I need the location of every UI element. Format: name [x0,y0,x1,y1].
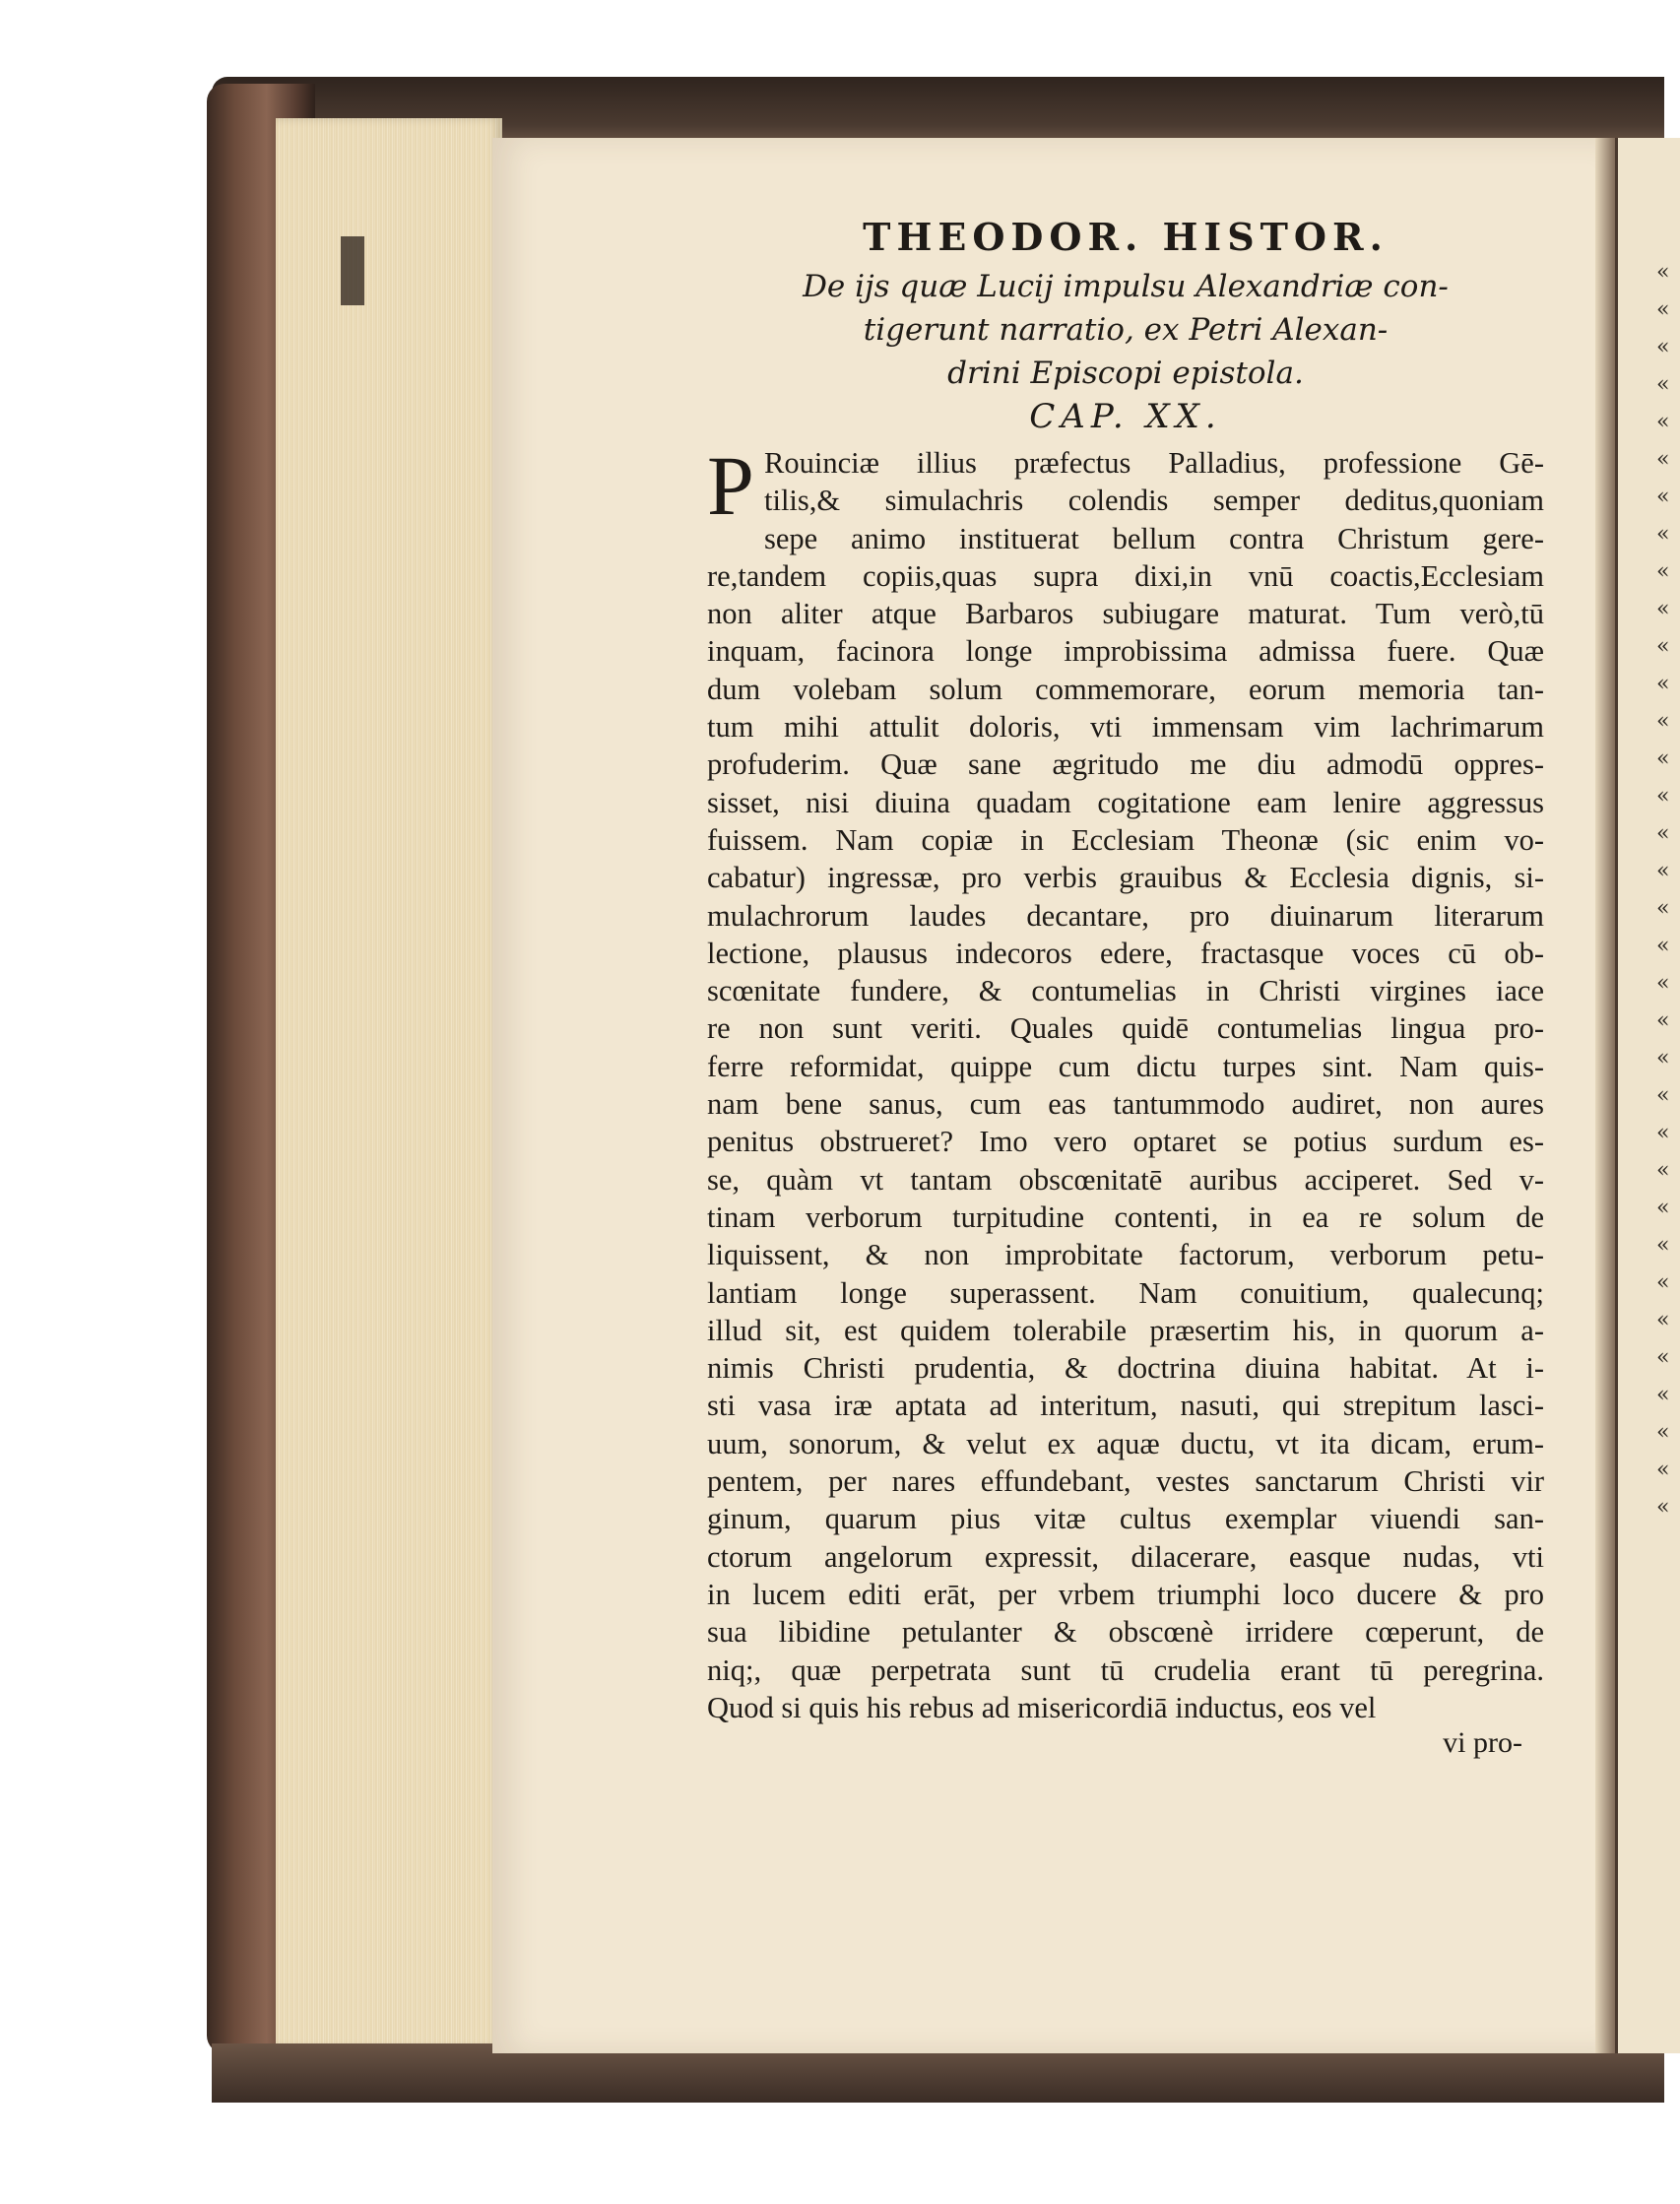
body-line: lectione, plausus indecoros edere, fractasque voces cū ob- [707,936,1544,970]
title-line-3: drini Episcopi epistola. [947,356,1304,391]
body-line: re non sunt veriti. Quales quidē contumelias lingua pro- [707,1011,1544,1046]
margin-mark: « [1656,260,1670,285]
page-text-block [707,215,1544,1760]
title-line-1: De ijs quæ Lucij impulsu Alexandriæ con- [803,269,1449,304]
body-line: sua libidine petulanter & obscœnè irridere cœperunt, de [707,1615,1544,1650]
body-line: pentem, per nares effundebant, vestes sanctarum Christi vir [707,1464,1544,1499]
margin-mark: « [1656,1270,1670,1295]
margin-mark: « [1656,1233,1670,1258]
margin-mark: « [1656,934,1670,958]
margin-mark: « [1656,597,1670,621]
margin-mark: « [1656,971,1670,996]
margin-mark: « [1656,1196,1670,1220]
body-line: sti vasa iræ aptata ad interitum, nasuti, qui strepitum lasci- [707,1389,1544,1423]
body-line: ctorum angelorum expressit, dilacerare, easque nudas, vti [707,1539,1544,1574]
running-head: THEODOR. HISTOR. [863,215,1389,259]
body-line: in lucem editi erāt, per vrbem triumphi loco ducere & pro [707,1577,1544,1611]
chapter-title [707,265,1544,395]
margin-mark: « [1656,297,1670,322]
margin-mark: « [1656,821,1670,846]
margin-mark: « [1656,372,1670,397]
margin-mark: « [1656,896,1670,921]
page-block-edges [276,118,502,2048]
margin-mark: « [1656,859,1670,883]
margin-mark: « [1656,1121,1670,1145]
margin-mark: « [1656,1458,1670,1482]
body-line: lantiam longe superassent. Nam conuitium, qualecunq; [707,1275,1544,1310]
margin-mark: « [1656,485,1670,509]
margin-mark: « [1656,746,1670,771]
body-line: sisset, nisi diuina quadam cogitatione eam lenire aggressus [707,785,1544,819]
body-line: niq;, quæ perpetrata sunt tū crudelia erant tū peregrina. [707,1653,1544,1687]
title-line-2: tigerunt narratio, ex Petri Alexan- [863,312,1389,348]
spine-mark [341,236,364,305]
margin-mark: « [1656,1345,1670,1370]
body-line: ferre reformidat, quippe cum dictu turpes sint. Nam quis- [707,1049,1544,1083]
margin-mark: « [1656,1046,1670,1070]
drop-cap: P [707,438,754,533]
body-line: re,tandem copiis,quas supra dixi,in vnū coactis,Ecclesiam [707,558,1544,593]
body-line: sepe animo instituerat bellum contra Christum gere- [764,521,1544,555]
body-line: nam bene sanus, cum eas tantummodo audiret, non aures [707,1087,1544,1122]
body-text [707,438,1544,1726]
catchword: vi pro- [1443,1726,1522,1760]
body-line: liquissent, & non improbitate factorum, verborum petu- [707,1238,1544,1272]
body-line: se, quàm vt tantam obscœnitatē auribus acciperet. Sed v- [707,1162,1544,1197]
margin-mark: « [1656,447,1670,472]
body-line: non aliter atque Barbaros subiugare maturat. Tum verò,tū [707,597,1544,631]
body-line: inquam, facinora longe improbissima admissa fuere. Quæ [707,634,1544,669]
body-line: illud sit, est quidem tolerabile præsertim his, in quorum a- [707,1313,1544,1347]
body-line: penitus obstrueret? Imo vero optaret se potius surdum es- [707,1125,1544,1159]
margin-mark: « [1656,410,1670,434]
body-line: tum mihi attulit doloris, vti immensam vim lachrimarum [707,710,1544,745]
body-line-text: Rouinciæ illius præfectus Palladius, professione Gē- [764,446,1544,480]
body-line: dum volebam solum commemorare, eorum memoria tan- [707,672,1544,706]
margin-mark: « [1656,1008,1670,1033]
chapter-number: CAP. XX. [1029,397,1222,436]
body-line: scœnitate fundere, & contumelias in Christi virgines iace [707,974,1544,1008]
margin-mark: « [1656,634,1670,659]
margin-mark: « [1656,522,1670,547]
body-line: ginum, quarum pius vitæ cultus exemplar viuendi san- [707,1502,1544,1536]
body-line: cabatur) ingressæ, pro verbis grauibus & Ecclesia dignis, si- [707,861,1544,895]
margin-mark: « [1656,784,1670,809]
body-line: nimis Christi prudentia, & doctrina diuina habitat. At i- [707,1351,1544,1386]
margin-mark: « [1656,335,1670,359]
margin-mark: « [1656,1495,1670,1520]
body-line: profuderim. Quæ sane ægritudo me diu admodū oppres- [707,747,1544,782]
body-line: tilis,& simulachris colendis semper deditus,quoniam [764,484,1544,518]
body-line: fuissem. Nam copiæ in Ecclesiam Theonæ (sic enim vo- [707,822,1544,857]
body-line: Quod si quis his rebus ad misericordiā inductus, eos vel [707,1690,1377,1724]
margin-mark: « [1656,1308,1670,1332]
facing-page-margin-marks [1656,254,1676,1526]
body-line: tinam verborum turpitudine contenti, in ea re solum de [707,1199,1544,1234]
margin-mark: « [1656,1083,1670,1108]
margin-mark: « [1656,1420,1670,1445]
margin-mark: « [1656,1383,1670,1407]
margin-mark: « [1656,709,1670,734]
margin-mark: « [1656,559,1670,584]
margin-mark: « [1656,672,1670,696]
margin-mark: « [1656,1158,1670,1183]
body-line: mulachrorum laudes decantare, pro diuinarum literarum [707,898,1544,933]
body-line: uum, sonorum, & velut ex aquæ ductu, vt ita dicam, erum- [707,1426,1544,1460]
